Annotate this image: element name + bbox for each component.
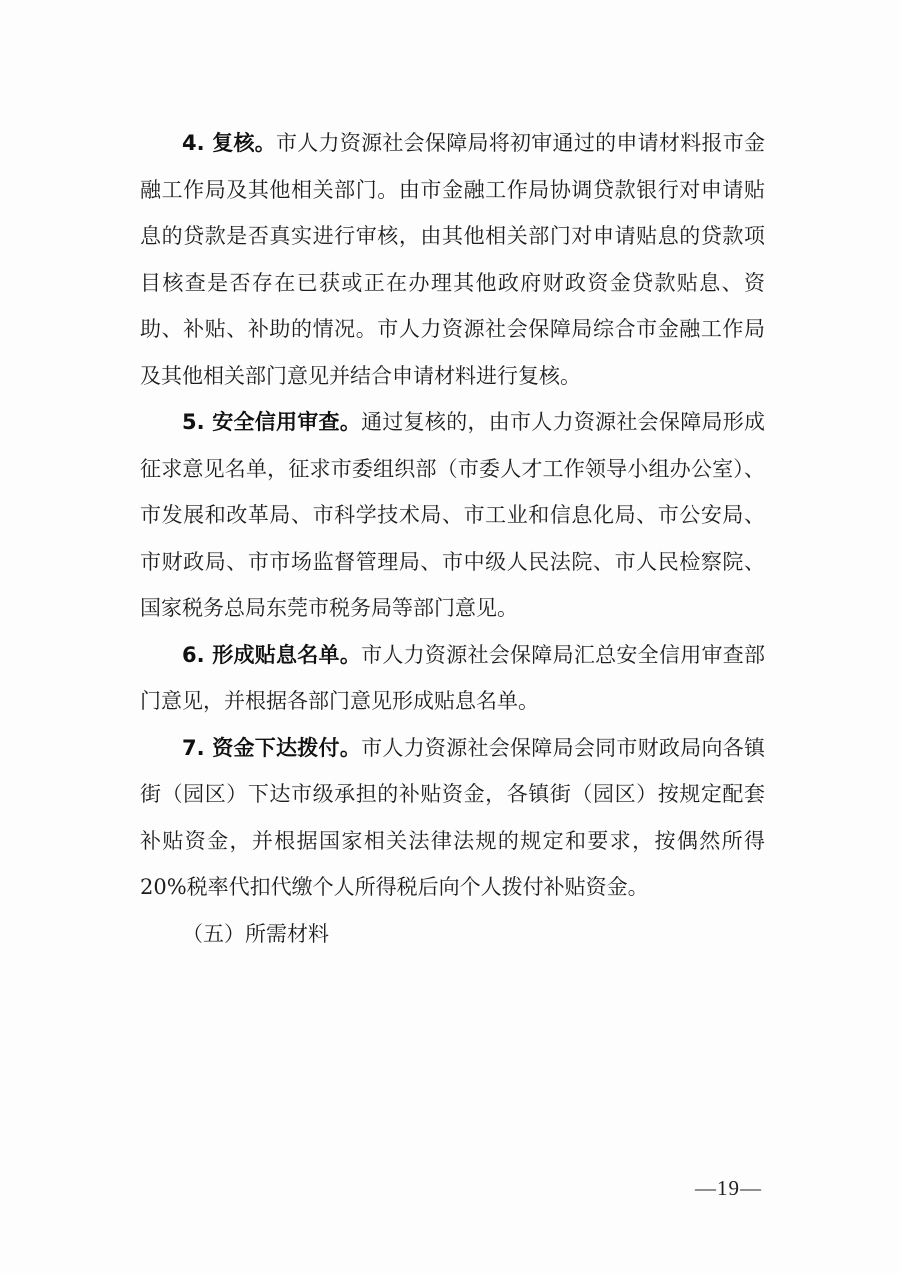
paragraph-heading	[182, 410, 361, 434]
paragraph-number: 7.	[182, 735, 205, 760]
paragraph-number: 5.	[182, 410, 205, 434]
paragraph-heading-text: 资金下达拨付。	[212, 735, 362, 760]
paragraph-heading-text: 形成贴息名单。	[212, 642, 362, 667]
paragraph-heading	[182, 736, 361, 760]
paragraph-fund-allocation	[140, 725, 765, 911]
paragraph-text: 通过复核的，由市人力资源社会保障局形成征求意见名单，征求市委组织部（市委人才工作领导小组办公室）、市发展和改革局、市科学技术局、市工业和信息化局、市公安局、市财政局、市市场监督管理局、市中级人民法院、市人民检察院、国家税务总局东莞市税务局等部门意见。	[140, 410, 766, 620]
page-number: —19—	[695, 1176, 762, 1200]
paragraph-credit-check	[140, 399, 765, 632]
paragraph-text: 市人力资源社会保障局汇总安全信用审查部门意见，并根据各部门意见形成贴息名单。	[140, 642, 766, 713]
section-title: （五）所需材料	[182, 921, 329, 946]
paragraph-heading-text: 复核。	[212, 131, 277, 155]
paragraph-heading	[182, 643, 361, 667]
paragraph-heading-text: 安全信用审查。	[212, 410, 362, 434]
paragraph-text: 市人力资源社会保障局将初审通过的申请材料报市金融工作局及其他相关部门。由市金融工作局协调贷款银行对申请贴息的贷款是否真实进行审核，由其他相关部门对申请贴息的贷款项目核查是否存在已获或正在办理其他政府财政资金贷款贴息、资助、补贴、补助的情况。市人力资源社会保障局综合市金融工作局及其他相关部门意见并结合申请材料进行复核。	[140, 131, 766, 388]
paragraph-text: 市人力资源社会保障局会同市财政局向各镇街（园区）下达市级承担的补贴资金，各镇街（园区）按规定配套补贴资金，并根据国家相关法律法规的规定和要求，按偶然所得 20%税率代扣代缴个人所得税后向个人拨付补贴资金。	[140, 735, 766, 899]
paragraph-subsidy-list	[140, 632, 765, 725]
paragraph-number: 4.	[182, 131, 205, 155]
paragraph-heading	[182, 131, 276, 155]
paragraph-review	[140, 120, 765, 399]
document-body	[140, 120, 765, 957]
paragraph-number: 6.	[182, 642, 205, 667]
